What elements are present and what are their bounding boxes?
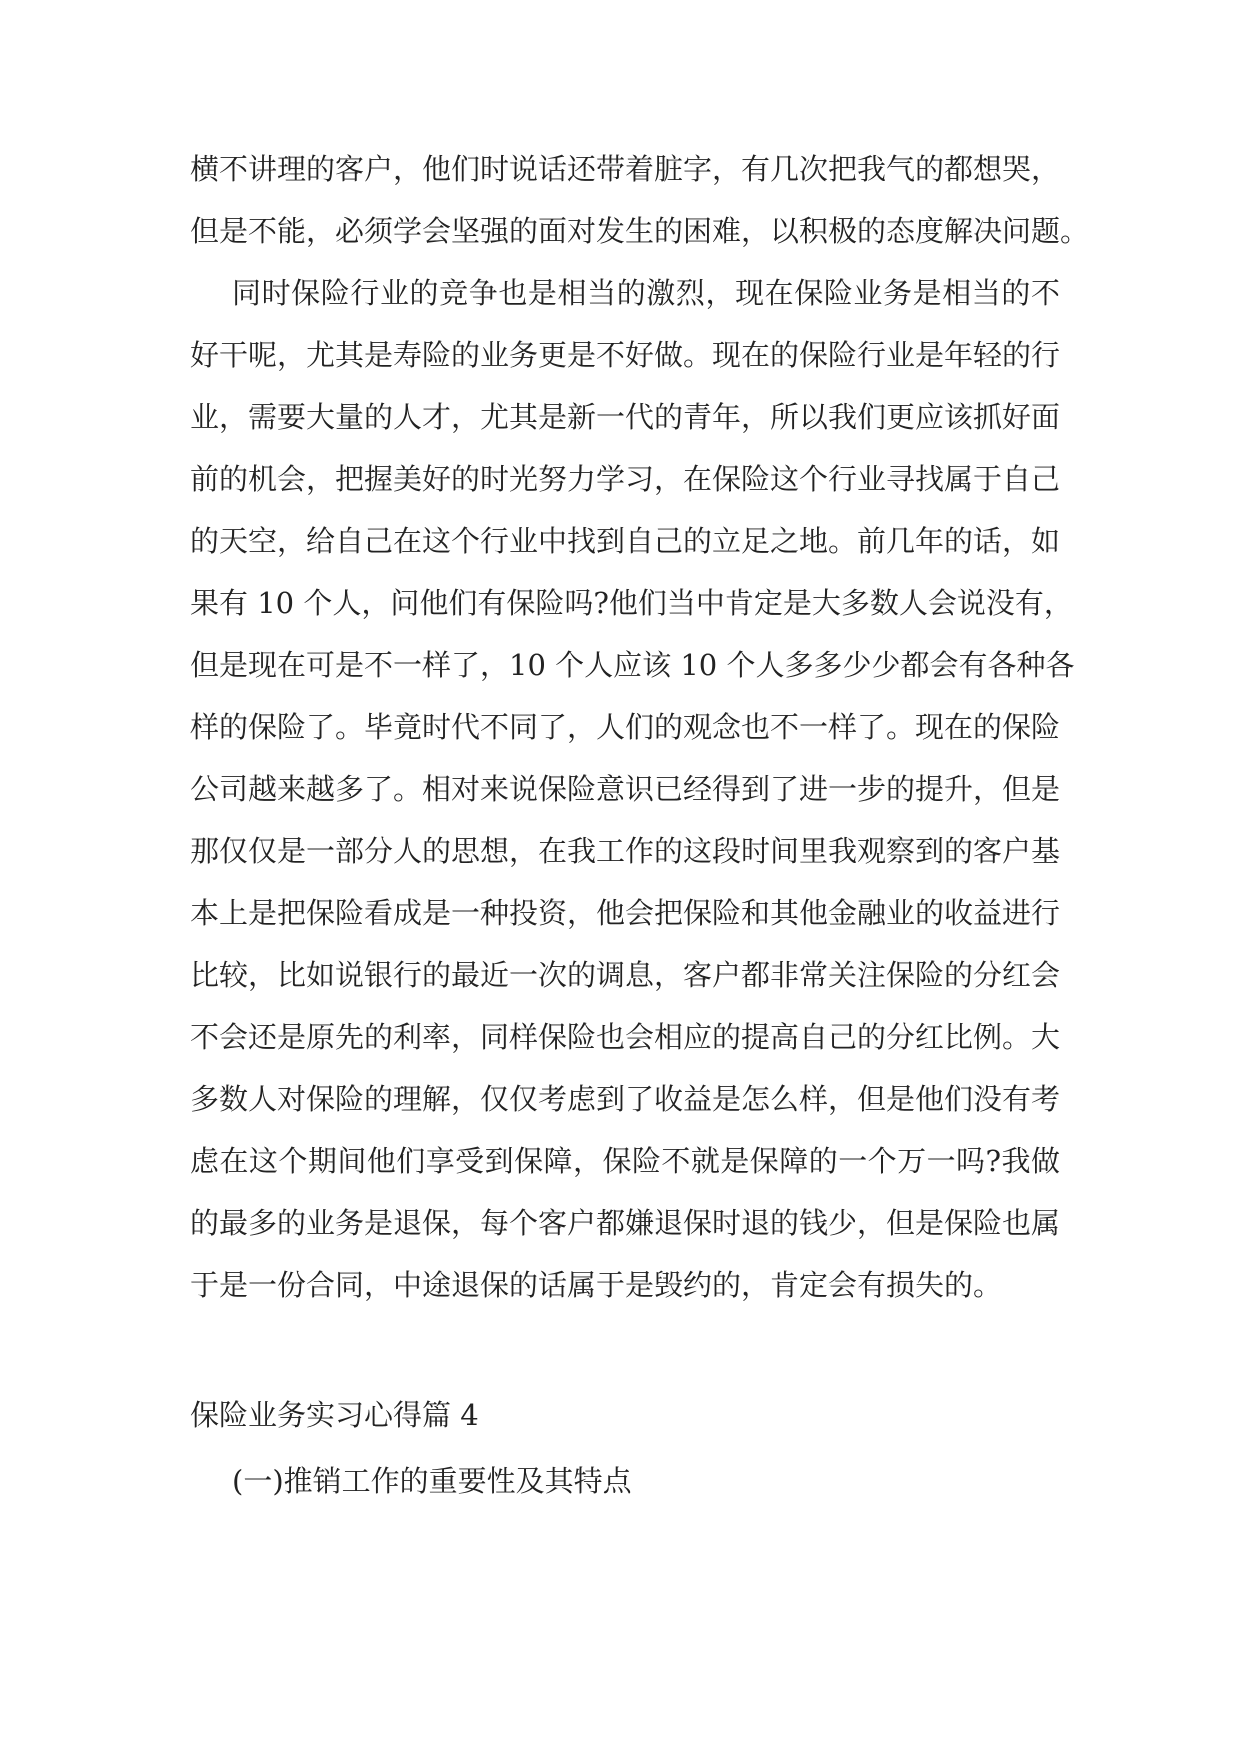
- paragraph-line: 虑在这个期间他们享受到保障，保险不就是保障的一个万一吗?我做: [190, 1144, 1060, 1178]
- paragraph-line: 业，需要大量的人才，尤其是新一代的青年，所以我们更应该抓好面: [190, 400, 1061, 434]
- paragraph-line: 多数人对保险的理解，仅仅考虑到了收益是怎么样，但是他们没有考: [190, 1082, 1061, 1116]
- section-title: 保险业务实习心得篇 4: [190, 1398, 479, 1432]
- paragraph-line: 横不讲理的客户，他们时说话还带着脏字，有几次把我气的都想哭，: [190, 152, 1061, 186]
- paragraph-line: 的最多的业务是退保，每个客户都嫌退保时退的钱少，但是保险也属: [190, 1206, 1061, 1240]
- paragraph-line: 比较，比如说银行的最近一次的调息，客户都非常关注保险的分红会: [190, 958, 1061, 992]
- paragraph-line: 的天空，给自己在这个行业中找到自己的立足之地。前几年的话，如: [190, 524, 1061, 558]
- paragraph-line: 那仅仅是一部分人的思想，在我工作的这段时间里我观察到的客户基: [190, 834, 1061, 868]
- paragraph-line: 但是现在可是不一样了，10 个人应该 10 个人多多少少都会有各种各: [190, 648, 1075, 682]
- paragraph-line: 但是不能，必须学会坚强的面对发生的困难，以积极的态度解决问题。: [190, 214, 1090, 248]
- paragraph-line: 于是一份合同，中途退保的话属于是毁约的，肯定会有损失的。: [190, 1268, 1003, 1302]
- paragraph-line: 同时保险行业的竞争也是相当的激烈，现在保险业务是相当的不: [232, 276, 1060, 310]
- paragraph-line: 样的保险了。毕竟时代不同了，人们的观念也不一样了。现在的保险: [190, 710, 1061, 744]
- paragraph-line: 公司越来越多了。相对来说保险意识已经得到了进一步的提升，但是: [190, 772, 1061, 806]
- subsection-title: (一)推销工作的重要性及其特点: [232, 1464, 632, 1498]
- paragraph-line: 不会还是原先的利率，同样保险也会相应的提高自己的分红比例。大: [190, 1020, 1061, 1054]
- paragraph-line: 果有 10 个人，问他们有保险吗?他们当中肯定是大多数人会说没有，: [190, 586, 1073, 620]
- paragraph-line: 前的机会，把握美好的时光努力学习，在保险这个行业寻找属于自己: [190, 462, 1061, 496]
- paragraph-line: 本上是把保险看成是一种投资，他会把保险和其他金融业的收益进行: [190, 896, 1061, 930]
- paragraph-line: 好干呢，尤其是寿险的业务更是不好做。现在的保险行业是年轻的行: [190, 338, 1061, 372]
